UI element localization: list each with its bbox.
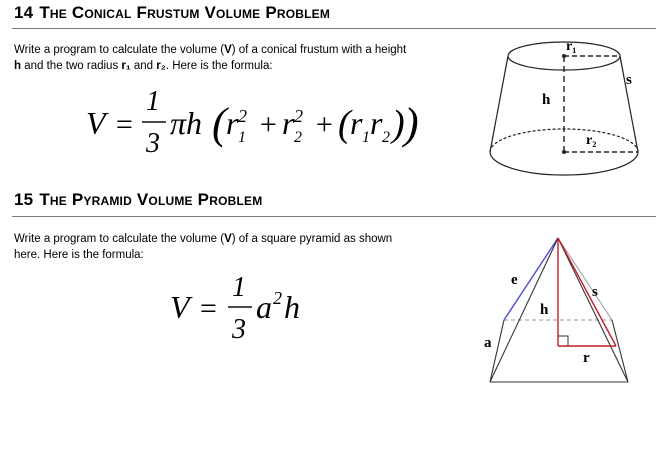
section-15-description: Write a program to calculate the volume (V) of a square pyramid as shown here. Here is the formula: — [14, 233, 393, 261]
svg-text:2: 2 — [294, 106, 303, 126]
svg-text:2: 2 — [238, 106, 247, 126]
svg-text:): ) — [404, 99, 419, 148]
svg-text:V: V — [170, 289, 190, 325]
section-14-rule — [12, 28, 656, 29]
frustum-volume-formula — [86, 84, 426, 164]
section-14-description: Write a program to calculate the volume (V) of a conical frustum with a height h and the two radius r₁ and r₂. Here is the formula: — [14, 44, 407, 72]
svg-text:): ) — [392, 103, 405, 145]
svg-text:2: 2 — [382, 129, 390, 146]
svg-text:1: 1 — [232, 272, 246, 303]
section-15-heading — [14, 190, 262, 210]
svg-text:1: 1 — [238, 129, 246, 146]
frustum-label-s: s — [626, 72, 632, 88]
pyramid-label-s: s — [592, 284, 598, 300]
pyramid-figure — [478, 232, 638, 387]
svg-text:1: 1 — [146, 86, 160, 117]
svg-text:2: 2 — [273, 288, 282, 308]
svg-text:(: ( — [338, 103, 351, 145]
svg-text:2: 2 — [294, 129, 302, 146]
svg-text:(: ( — [212, 99, 227, 148]
svg-text:+: + — [258, 108, 279, 141]
frustum-label-r1: r₁ — [566, 39, 577, 54]
section-15-title: The Pyramid Volume Problem — [39, 190, 263, 209]
section-15-rule — [12, 216, 656, 217]
svg-text:+: + — [314, 108, 335, 141]
section-15-number: 15 — [14, 190, 34, 209]
svg-text:r: r — [282, 105, 295, 141]
section-14-number: 14 — [14, 3, 34, 22]
svg-text:V: V — [86, 105, 106, 141]
frustum-label-r2: r₂ — [586, 133, 597, 148]
svg-text:r: r — [226, 105, 239, 141]
svg-text:1: 1 — [362, 129, 370, 146]
svg-text:h: h — [284, 289, 300, 325]
svg-text:r: r — [370, 105, 383, 141]
svg-text:πh: πh — [170, 105, 203, 141]
frustum-label-h: h — [542, 92, 551, 108]
frustum-figure — [486, 34, 646, 184]
section-14-heading — [14, 3, 330, 23]
section-14-title: The Conical Frustum Volume Problem — [39, 3, 331, 22]
pyramid-label-r: r — [583, 350, 590, 366]
svg-text:a: a — [256, 289, 272, 325]
svg-text:r: r — [350, 105, 363, 141]
svg-text:=: = — [198, 292, 219, 325]
svg-text:=: = — [114, 108, 135, 141]
pyramid-label-e: e — [511, 272, 518, 288]
svg-text:3: 3 — [146, 128, 160, 159]
pyramid-label-a: a — [484, 335, 492, 351]
pyramid-volume-formula — [170, 272, 320, 352]
pyramid-label-h: h — [540, 302, 549, 318]
svg-text:3: 3 — [232, 314, 246, 345]
